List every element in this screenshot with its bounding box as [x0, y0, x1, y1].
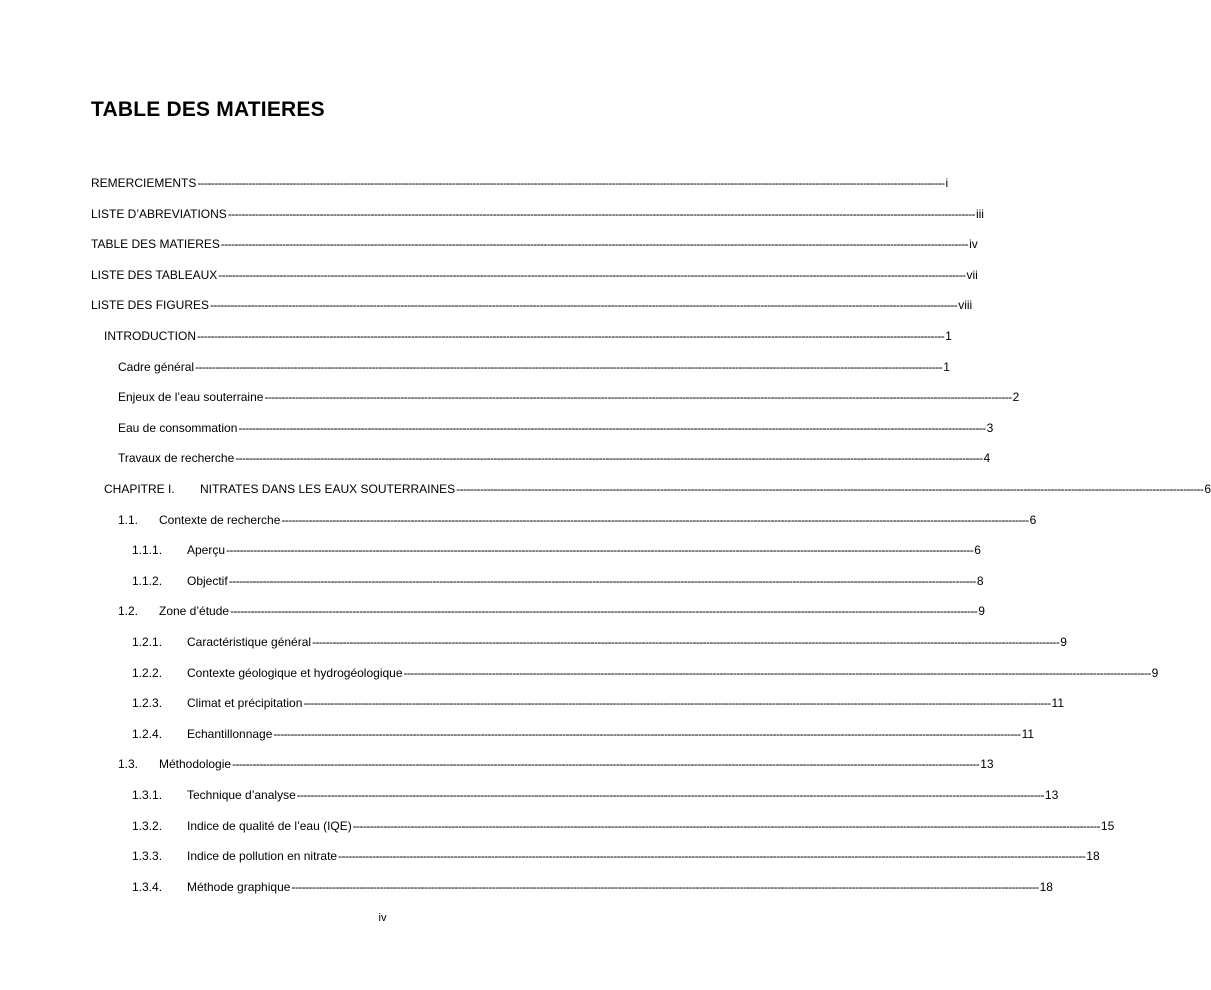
toc-entry[interactable]: [132, 543, 981, 561]
toc-entry-number: 1.3.4.: [132, 880, 163, 894]
toc-entry-title: Aperçu: [187, 543, 226, 557]
toc-entry-title: Objectif: [187, 574, 228, 588]
toc-entry-title: LISTE DES TABLEAUX: [91, 268, 218, 282]
toc-entry-page: vii: [966, 268, 978, 282]
toc-entry[interactable]: [91, 268, 978, 286]
toc-dot-leader: ----------------------------------------------------------------------------------------------------------------------------------------------------------------------------------------------------------------------------: [228, 574, 976, 588]
toc-entry[interactable]: [118, 390, 1020, 408]
toc-entry-page: 18: [1086, 849, 1100, 863]
toc-entry[interactable]: [104, 482, 1211, 500]
toc-entry[interactable]: [91, 237, 978, 255]
toc-dot-leader: ----------------------------------------------------------------------------------------------------------------------------------------------------------------------------------------------------------------------------: [312, 635, 1060, 649]
toc-entry[interactable]: [118, 604, 985, 622]
toc-entry-number: 1.2.3.: [132, 696, 163, 710]
toc-entry-title: Enjeux de l’eau souterraine: [118, 390, 264, 404]
toc-entry-number: 1.1.2.: [132, 574, 163, 588]
toc-entry-title: Zone d’étude: [159, 604, 230, 618]
toc-entry-title: Caractéristique général: [187, 635, 312, 649]
toc-entry-number: 1.2.2.: [132, 666, 163, 680]
toc-entry-title: REMERCIEMENTS: [91, 176, 197, 190]
toc-entry-title: Eau de consommation: [118, 421, 238, 435]
toc-entry-page: 11: [1021, 727, 1035, 741]
toc-entry[interactable]: [91, 176, 949, 194]
toc-entry-title: Cadre général: [118, 360, 195, 374]
toc-entry-title: Indice de qualité de l’eau (IQE): [187, 819, 352, 833]
toc-entry-page: 6: [974, 543, 981, 557]
toc-entry-title: TABLE DES MATIERES: [91, 237, 220, 251]
toc-entry[interactable]: [132, 819, 1115, 837]
toc-entry[interactable]: [104, 329, 952, 347]
toc-entry[interactable]: [132, 849, 1100, 867]
toc-dot-leader: ----------------------------------------------------------------------------------------------------------------------------------------------------------------------------------------------------------------------------: [218, 268, 966, 282]
toc-entry-page: 6: [1204, 482, 1211, 496]
toc-entry[interactable]: [132, 696, 1065, 714]
toc-entry-title: NITRATES DANS LES EAUX SOUTERRAINES: [200, 482, 456, 496]
toc-entry[interactable]: [118, 757, 994, 775]
toc-entry-page: 9: [978, 604, 985, 618]
toc-entry-page: 6: [1029, 513, 1037, 527]
toc-dot-leader: ----------------------------------------------------------------------------------------------------------------------------------------------------------------------------------------------------------------------------: [273, 727, 1021, 741]
toc-entry-title: Echantillonnage: [187, 727, 273, 741]
toc-entry-number: CHAPITRE I.: [104, 482, 175, 496]
toc-dot-leader: ----------------------------------------------------------------------------------------------------------------------------------------------------------------------------------------------------------------------------: [227, 207, 975, 221]
toc-dot-leader: ----------------------------------------------------------------------------------------------------------------------------------------------------------------------------------------------------------------------------: [303, 696, 1051, 710]
toc-dot-leader: ----------------------------------------------------------------------------------------------------------------------------------------------------------------------------------------------------------------------------: [264, 390, 1012, 404]
toc-entry-title: Méthodologie: [159, 757, 232, 771]
toc-dot-leader: ----------------------------------------------------------------------------------------------------------------------------------------------------------------------------------------------------------------------------: [352, 819, 1100, 833]
toc-dot-leader: ----------------------------------------------------------------------------------------------------------------------------------------------------------------------------------------------------------------------------: [210, 298, 958, 312]
toc-entry-number: 1.2.4.: [132, 727, 163, 741]
toc-dot-leader: ----------------------------------------------------------------------------------------------------------------------------------------------------------------------------------------------------------------------------: [456, 482, 1204, 496]
toc-entry-title: Indice de pollution en nitrate: [187, 849, 338, 863]
toc-dot-leader: ----------------------------------------------------------------------------------------------------------------------------------------------------------------------------------------------------------------------------: [338, 849, 1086, 863]
toc-entry-number: 1.3.1.: [132, 788, 163, 802]
toc-entry-number: 1.3.2.: [132, 819, 163, 833]
toc-entry[interactable]: [132, 666, 1159, 684]
toc-dot-leader: ----------------------------------------------------------------------------------------------------------------------------------------------------------------------------------------------------------------------------: [291, 880, 1039, 894]
toc-entry[interactable]: [132, 635, 1067, 653]
toc-entry[interactable]: [132, 788, 1059, 806]
toc-dot-leader: ----------------------------------------------------------------------------------------------------------------------------------------------------------------------------------------------------------------------------: [197, 329, 945, 343]
toc-entry-page: 11: [1051, 696, 1065, 710]
toc-entry-number: 1.2.: [118, 604, 139, 618]
toc-entry-title: Méthode graphique: [187, 880, 291, 894]
toc-entry[interactable]: [91, 298, 973, 316]
toc-entry-page: 18: [1039, 880, 1053, 894]
toc-entry[interactable]: [118, 451, 991, 469]
toc-entry-page: iii: [975, 207, 984, 221]
page-number: iv: [378, 912, 387, 924]
toc-entry-page: 9: [1151, 666, 1159, 680]
toc-entry[interactable]: [132, 574, 984, 592]
toc-dot-leader: ----------------------------------------------------------------------------------------------------------------------------------------------------------------------------------------------------------------------------: [238, 421, 986, 435]
toc-entry-page: 13: [980, 757, 994, 771]
toc-entry-title: LISTE D’ABREVIATIONS: [91, 207, 227, 221]
toc-entry-number: 1.3.3.: [132, 849, 163, 863]
toc-entry-title: Climat et précipitation: [187, 696, 303, 710]
toc-entry-title: Contexte géologique et hydrogéologique: [187, 666, 403, 680]
toc-entry[interactable]: [91, 207, 984, 225]
toc-dot-leader: ----------------------------------------------------------------------------------------------------------------------------------------------------------------------------------------------------------------------------: [232, 757, 980, 771]
toc-entry-title: Contexte de recherche: [159, 513, 281, 527]
toc-entry-title: Technique d’analyse: [187, 788, 296, 802]
toc-entry[interactable]: [118, 421, 994, 439]
page-title: TABLE DES MATIERES: [91, 98, 325, 121]
toc-entry-title: Travaux de recherche: [118, 451, 235, 465]
toc-dot-leader: ----------------------------------------------------------------------------------------------------------------------------------------------------------------------------------------------------------------------------: [235, 451, 983, 465]
toc-dot-leader: ----------------------------------------------------------------------------------------------------------------------------------------------------------------------------------------------------------------------------: [220, 237, 969, 251]
toc-entry-number: 1.1.: [118, 513, 139, 527]
toc-entry-title: INTRODUCTION: [104, 329, 196, 343]
toc-dot-leader: ----------------------------------------------------------------------------------------------------------------------------------------------------------------------------------------------------------------------------: [403, 666, 1151, 680]
toc-entry-number: 1.3.: [118, 757, 139, 771]
toc-entry-page: i: [945, 176, 949, 190]
toc-entry[interactable]: [132, 880, 1053, 898]
toc-entry[interactable]: [118, 513, 1037, 531]
toc-dot-leader: ----------------------------------------------------------------------------------------------------------------------------------------------------------------------------------------------------------------------------: [226, 543, 974, 557]
toc-entry-page: 9: [1060, 635, 1067, 649]
toc-entry-page: viii: [958, 298, 973, 312]
toc-entry-page: 15: [1100, 819, 1115, 833]
toc-entry[interactable]: [132, 727, 1035, 745]
toc-entry-page: 8: [976, 574, 984, 588]
toc-entry-page: 1: [945, 329, 952, 343]
toc-dot-leader: ----------------------------------------------------------------------------------------------------------------------------------------------------------------------------------------------------------------------------: [195, 360, 943, 374]
toc-dot-leader: ----------------------------------------------------------------------------------------------------------------------------------------------------------------------------------------------------------------------------: [296, 788, 1044, 802]
toc-dot-leader: ----------------------------------------------------------------------------------------------------------------------------------------------------------------------------------------------------------------------------: [197, 176, 945, 190]
toc-entry[interactable]: [118, 360, 950, 378]
toc-entry-title: LISTE DES FIGURES: [91, 298, 210, 312]
toc-dot-leader: ----------------------------------------------------------------------------------------------------------------------------------------------------------------------------------------------------------------------------: [281, 513, 1029, 527]
toc-entry-number: 1.1.1.: [132, 543, 163, 557]
toc-entry-page: 4: [983, 451, 991, 465]
toc-entry-page: iv: [969, 237, 978, 251]
toc-entry-page: 3: [986, 421, 994, 435]
toc-entry-page: 13: [1044, 788, 1059, 802]
toc-entry-page: 2: [1012, 390, 1020, 404]
toc-entry-number: 1.2.1.: [132, 635, 163, 649]
toc-dot-leader: ----------------------------------------------------------------------------------------------------------------------------------------------------------------------------------------------------------------------------: [230, 604, 978, 618]
toc-entry-page: 1: [943, 360, 950, 374]
